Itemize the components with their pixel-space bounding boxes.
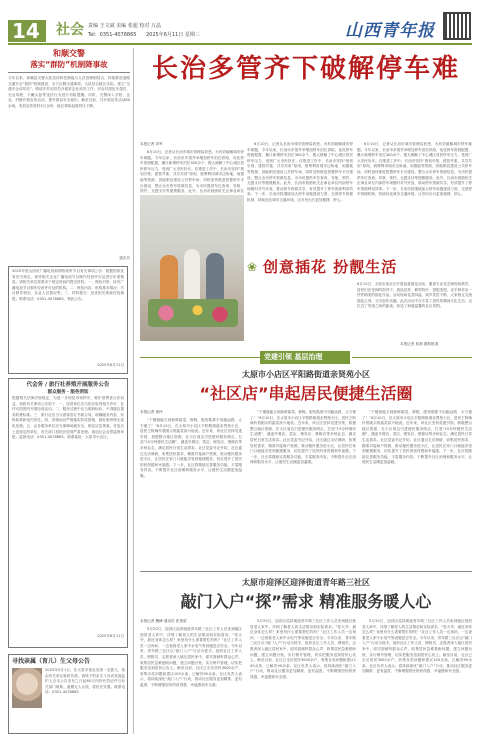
article-2-col-3: “下楼就能买到新鲜蔬菜，修鞋、配钥匙都不用跑远路，太方便了！”6月10日，在太原市小店区平阳路街道亲贤苑小区，居民王阿姨拎着刚买的蔬菜高兴地说。近年来，该社区坚持党建引领，积极整合辖区资源，在小区周边引进便民服务网点，打造“15分钟便民生活圈”，涵盖早餐店、菜店、理发店、维修店等多种业态，满足居民日常生活需求。社区党委书记介绍，社区通过走访调研，收集居民需求，精准对接商户资源，推动便民服务进小区，让居民在家门口就能享受到便捷服务，切实提升了居民的获得感和幸福感。下一步，社区将继续完善服务功能，丰富服务内容，不断提升社区治理和服务水平，让便民生活圈更加温暖。	[362, 410, 472, 465]
main-article-byline: 本报记者 刘军	[140, 142, 163, 146]
left-story-headline-2: 落实“群防”机制降事故	[30, 60, 108, 69]
left-column-divider	[133, 48, 134, 734]
photo-feature-title: 创意插花 扮靓生活	[263, 258, 398, 276]
article-3-kicker: 太原市迎泽区迎泽街道青年路三社区	[242, 578, 370, 587]
section-tags: 责编 王文斌 美编 张超 校对 万晶	[88, 23, 161, 29]
ad-body: 2025年5月1日，在太原市某处发现一名婴儿，现由有关单位临时代养。请孩子的亲生父母或其他监护人自本公告发布之日起60日内持有效证件与有关部门联系。逾期无人认领，将依法安置。联系电话：0351-4078865	[45, 668, 125, 695]
main-article-photo	[140, 195, 244, 341]
left-story-body: 今年以来，和顺县交警大队坚持科技赋能与人员管理相结合，持续推进道路交通安全“群防”机制建设，全力压降交通事故。大队结合辖区实际，建立“交通安全劝导站”，聘请乡村劝导员开展常态化劝导工作，对农村面包车超员、无证驾驶、不戴头盔等违法行为进行劝阻提醒。同时，交警深入学校、企业、村镇开展宣传活动，提升群众安全意识。截至目前，共开展宣传活动80余场，发放宣传资料2万余份，辖区事故起数同比下降。	[8, 76, 130, 108]
main-headline: 长治多管齐下破解停车难	[151, 54, 460, 84]
article-3-title: 敲门入户“探”需求 精准服务暖人心	[180, 592, 432, 611]
photo-feature-body: 6月10日，太原市某社区开展创意插花活动，邀请专业花艺师现场教学，居民们在老师的指导下，挑选花材、修剪枝叶、搭配造型，亲手制作出一件件精美的插花作品。活动现场花香四溢、欢声笑语不断，大家相互交流插花心得，分享创作乐趣。此次活动不仅丰富了居民的精神文化生活，也拉近了邻里之间的距离，营造了和谐温馨的社区氛围。	[357, 282, 472, 309]
notice-box-2	[8, 378, 128, 648]
notice-2-body: 根据相关法律法规规定，为进一步规范市场秩序，维护消费者合法权益，现将有关事项公告如下：一、经营单位应当依法取得相关许可，在许可范围内开展经营活动。二、服务过程中应当明码标价，不得擅自提高收费标准。三、旅行社应当与游客签订书面合同，明确服务内容、价格标准和违约责任。四、养殖场应严格落实防疫措施，做好废弃物无害化处理。五、会务服务单位应当保障场地安全，制定应急预案。对违反上述规定的单位，有关部门将依法依规严肃处理。欢迎社会各界监督举报。监督电话：0351-4078865。联系地址：太原市小店区。	[12, 396, 124, 440]
notice-1-footer: 2025年6月11日	[97, 363, 124, 367]
article-3-byline: 本报记者 魏峰 通讯员 张茶昭	[140, 619, 187, 623]
article-2-byline: 本报记者 黄玲	[140, 410, 163, 414]
section-banner	[140, 351, 472, 365]
notice-2-subtitle: 群众服务 · 服务须知	[47, 390, 89, 395]
left-story-headline-1: 和顺交警	[53, 49, 85, 58]
contact-line: Tel：0351-4078865	[88, 32, 137, 38]
left-top-story	[8, 48, 130, 265]
banner-rule-left	[140, 357, 260, 358]
page-number-badge	[8, 20, 46, 42]
photo-feature-title-bar	[247, 258, 472, 276]
masthead	[0, 0, 480, 44]
article-2-title: “社区店”串起居民便捷生活圈	[199, 384, 413, 403]
main-article-col-1: 6月10日，记者从长治市城市管理局获悉，为有效破解城市停车难题，今年以来，长治市多措并举增加停车泊位供给，优化停车资源配置，累计新增停车泊位300余个，极大缓解了中心城区居民停车压力，受到广大市民好评。在推进工作中，长治市坚持“规划引领、建管并重、共享共用”原则，统筹利用城市边角地、闲置地等资源，因地制宜建设公共停车场，同时加快推进智慧停车平台建设，整合全市停车资源信息，为市民提供车位查询、导航、预约、无感支付等便捷服务。此外，长治市鼓励机关企事业单位	[140, 150, 244, 194]
photo-feature-caption: 本报记者 詹莉 摄影报道	[400, 342, 439, 346]
article-2-col-1: “下楼就能买到新鲜蔬菜，修鞋、配钥匙都不用跑远路，太方便了！”6月10日，在太原市小店区平阳路街道亲贤苑小区，居民王阿姨拎着刚买的蔬菜高兴地说。近年来，该社区坚持党建引领，积极整合辖区资源，在小区周边引进便民服务网点，打造“15分钟便民生活圈”，涵盖早餐店、菜店、理发店、维修店等多种业态，满足居民日常生活需求。社区党委书记介绍，社区通过走访调研，收集居民需求，精准对接商户资源，推动便民服务进小区，让居民在家门口就能享受到便捷服务，切实提升了居民的获得感和幸福感。下一步，社区将继续完善服务功能，丰富服务内容，不断提升社区治理和服务水平，让便民生活圈更加温暖。	[140, 418, 242, 478]
masthead-rule	[8, 43, 472, 45]
left-story-reporter: 通讯员	[119, 256, 130, 260]
article-3-col-2: 5月20日，迎泽区迎泽街道青年路三社区工作人员来到辖区独居老人家中，详细了解老人的生活情况和实际需求。“张大爷，最近身体怎么样？家里有什么需要帮忙的吗？”社区工作人员一边询问，一边查看老人家中水电气等设施是否安全。今年以来，青年路三社区以“敲门入户”行动为抓手，组织社区工作人员、网格员、志愿者深入辖区居民家中，面对面倾听群众心声，收集居民急难愁盼问题，建立问题台账，实行销号管理，切实把服务送到居民心坎上。截至目前，社区已走访居民3000余户，收集各类问题和建议100余条，已解决90余条。社区负责人表示，将持续深化“敲门入户”行动，推动社区服务更加精准、更有温度，不断增强居民的获得感、幸福感和安全感。	[250, 619, 356, 679]
left-story-rule	[8, 72, 130, 73]
paper-logo: 山西青年报	[345, 21, 435, 41]
flower-decor-icon: ❀	[247, 260, 258, 274]
issue-date: 2025年6月11日 星期三	[146, 32, 200, 38]
article-3-col-3: 5月20日，迎泽区迎泽街道青年路三社区工作人员来到辖区独居老人家中，详细了解老人的生活情况和实际需求。“张大爷，最近身体怎么样？家里有什么需要帮忙的吗？”社区工作人员一边询问，一边查看老人家中水电气等设施是否安全。今年以来，青年路三社区以“敲门入户”行动为抓手，组织社区工作人员、网格员、志愿者深入辖区居民家中，面对面倾听群众心声，收集居民急难愁盼问题，建立问题台账，实行销号管理，切实把服务送到居民心坎上。截至目前，社区已走访居民3000余户，收集各类问题和建议100余条，已解决90余条。社区负责人表示，将持续深化“敲门入户”行动，推动社区服务更加精准、更有温度，不断增强居民的获得感、幸福感和安全感。	[362, 619, 472, 674]
banner-rule-right	[352, 357, 472, 358]
article-3-col-1: 5月20日，迎泽区迎泽街道青年路三社区工作人员来到辖区独居老人家中，详细了解老人的生活情况和实际需求。“张大爷，最近身体怎么样？家里有什么需要帮忙的吗？”社区工作人员一边询问，一边查看老人家中水电气等设施是否安全。今年以来，青年路三社区以“敲门入户”行动为抓手，组织社区工作人员、网格员、志愿者深入辖区居民家中，面对面倾听群众心声，收集居民急难愁盼问题，建立问题台账，实行销号管理，切实把服务送到居民心坎上。截至目前，社区已走访居民3000余户，收集各类问题和建议100余条，已解决90余条。社区负责人表示，将持续深化“敲门入户”行动，推动社区服务更加精准、更有温度，不断增强居民的获得感、幸福感和安全感。	[140, 627, 242, 687]
banner-label: 党建引领 基层治理	[264, 353, 323, 361]
article-divider	[140, 571, 472, 572]
ad-photo	[12, 668, 42, 708]
article-2-kicker: 太原市小店区平阳路街道亲贤苑小区	[242, 370, 370, 379]
page-number: 14	[12, 19, 40, 43]
qr-code-icon	[443, 12, 471, 40]
main-article-col-3: 6月10日，记者从长治市城市管理局获悉，为有效破解城市停车难题，今年以来，长治市多措并举增加停车泊位供给，优化停车资源配置，累计新增停车泊位300余个，极大缓解了中心城区居民停车压力，受到广大市民好评。在推进工作中，长治市坚持“规划引领、建管并重、共享共用”原则，统筹利用城市边角地、闲置地等资源，因地制宜建设公共停车场，同时加快推进智慧停车平台建设，整合全市停车资源信息，为市民提供车位查询、导航、预约、无感支付等便捷服务。此外，长治市鼓励机关企事业单位内部停车场错时对外开放，推动停车资源共享，有效提升了停车资源利用效率。下一步，长治市将继续加大停车设施建设力度，完善停车管理机制，持续优化城市交通环境，让市民出行更加便捷、舒心。	[357, 142, 472, 197]
main-article-col-2: 6月10日，记者从长治市城市管理局获悉，为有效破解城市停车难题，今年以来，长治市多措并举增加停车泊位供给，优化停车资源配置，累计新增停车泊位300余个，极大缓解了中心城区居民停车压力，受到广大市民好评。在推进工作中，长治市坚持“规划引领、建管并重、共享共用”原则，统筹利用城市边角地、闲置地等资源，因地制宜建设公共停车场，同时加快推进智慧停车平台建设，整合全市停车资源信息，为市民提供车位查询、导航、预约、无感支付等便捷服务。此外，长治市鼓励机关企事业单位内部停车场错时对外开放，推动停车资源共享，有效提升了停车资源利用效率。下一步，长治市将继续加大停车设施建设力度，完善停车管理机制，持续优化城市交通环境，让市民出行更加便捷、舒心。	[247, 142, 353, 202]
notice-1-body: 2025年度山西省广播电视和网络视听节目有关事项公告：根据国家及省有关规定，现对相关企业广播电视节目制作经营许可证进行年度核验。请相关单位按要求于规定时间内提交材料。一、核验对象：持有广播电视节目制作经营许可证的机构。二、核验内容：机构基本情况、节目制作情况、从业人员情况等。三、材料提交：登录相关系统在线填报。联系电话：0351-4078865。特此公告。	[12, 269, 124, 301]
article-2-col-2: “下楼就能买到新鲜蔬菜，修鞋、配钥匙都不用跑远路，太方便了！”6月10日，在太原市小店区平阳路街道亲贤苑小区，居民王阿姨拎着刚买的蔬菜高兴地说。近年来，该社区坚持党建引领，积极整合辖区资源，在小区周边引进便民服务网点，打造“15分钟便民生活圈”，涵盖早餐店、菜店、理发店、维修店等多种业态，满足居民日常生活需求。社区党委书记介绍，社区通过走访调研，收集居民需求，精准对接商户资源，推动便民服务进小区，让居民在家门口就能享受到便捷服务，切实提升了居民的获得感和幸福感。下一步，社区将继续完善服务功能，丰富服务内容，不断提升社区治理和服务水平，让便民生活圈更加温暖。	[250, 410, 356, 465]
notice-box-1	[8, 266, 128, 374]
notice-2-title: 代会务 / 旅行社养殖开展服务公告	[26, 382, 110, 388]
notice-2-footer: 2025年6月11日	[97, 634, 124, 638]
ad-title: 寻找亲属（育儿）生父母公告	[12, 658, 91, 665]
photo-flowers	[148, 299, 238, 327]
section-title: 社会	[56, 22, 84, 38]
classified-ad	[8, 654, 128, 734]
